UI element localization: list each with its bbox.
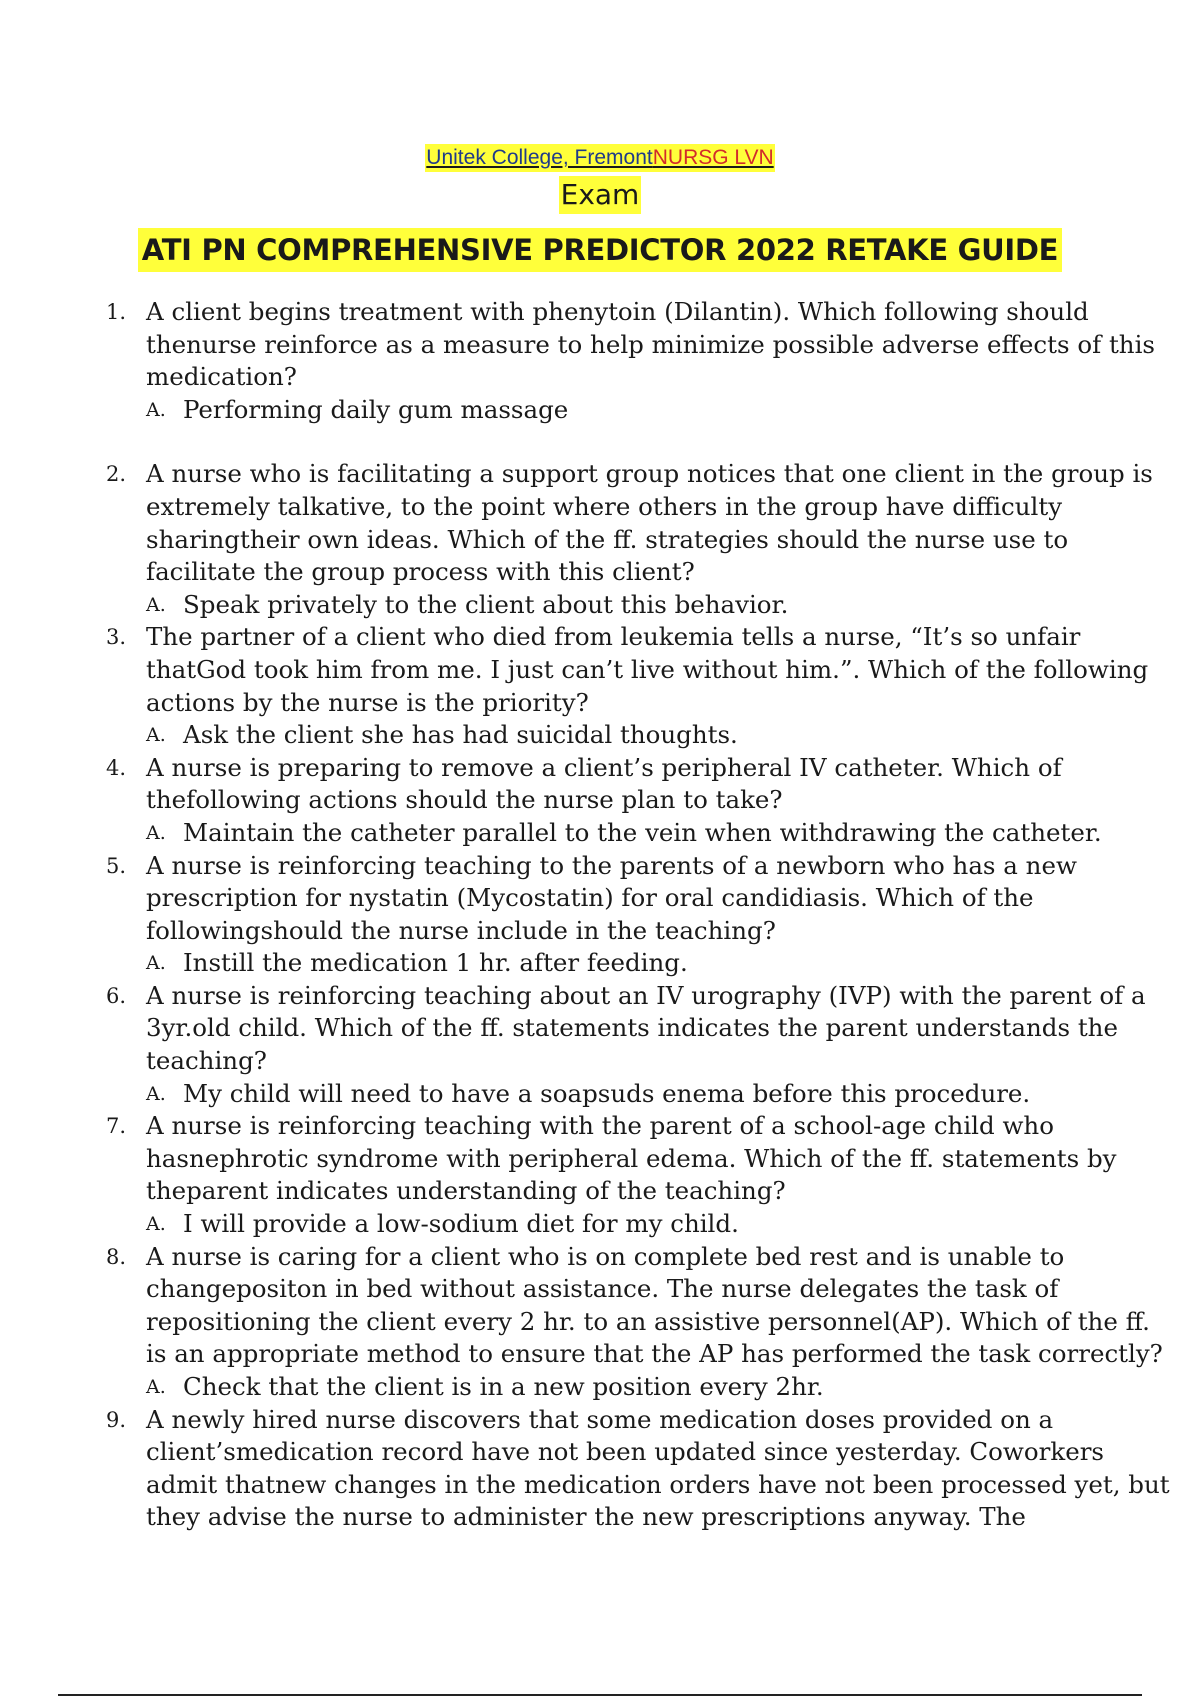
question-text: A nurse is reinforcing teaching with the parent of a school-age child who hasnephrotic syndrome with peripheral edema. Which of the ff. statements by theparent indicates understanding of the teaching? bbox=[146, 1111, 1117, 1206]
answer-letter: A. bbox=[146, 593, 166, 616]
question-text: A newly hired nurse discovers that some medication doses provided on a client’smedication record have not been updated since yesterday. Coworkers admit thatnew changes in the medication orders have not been processed yet, but they advise the nurse to administer the new prescriptions anyway. The bbox=[146, 1404, 1170, 1532]
answer-line bbox=[146, 1208, 1176, 1241]
document-header bbox=[0, 144, 1200, 272]
answer-line bbox=[146, 1371, 1176, 1404]
college-course-line bbox=[425, 144, 774, 172]
answer-line bbox=[146, 1078, 1176, 1111]
question-text: A nurse who is facilitating a support group notices that one client in the group is extremely talkative, to the point where others in the group have difficulty sharingtheir own ideas. Which of the ff. strategies should the nurse use to facilitate the group process with this client? bbox=[146, 459, 1153, 587]
question-item bbox=[106, 621, 1176, 751]
question-number: 6. bbox=[106, 983, 127, 1008]
answer-line bbox=[146, 947, 1176, 980]
answer-letter: A. bbox=[146, 1213, 166, 1236]
answer-letter: A. bbox=[146, 952, 166, 975]
question-text: A client begins treatment with phenytoin (Dilantin). Which following should thenurse reinforce as a measure to help minimize possible adverse effects of this medication? bbox=[146, 297, 1155, 392]
answer-letter: A. bbox=[146, 821, 166, 844]
answer-letter: A. bbox=[146, 1082, 166, 1105]
question-text: A nurse is reinforcing teaching to the parents of a newborn who has a new prescription for nystatin (Mycostatin) for oral candidiasis. Which of the followingshould the nurse include in the teaching? bbox=[146, 850, 1077, 945]
answer-line bbox=[146, 817, 1176, 850]
footer-divider bbox=[58, 1694, 1142, 1696]
question-item bbox=[106, 850, 1176, 980]
question-item bbox=[106, 980, 1176, 1110]
answer-text: Instill the medication 1 hr. after feeding. bbox=[183, 948, 688, 978]
page-title: ATI PN COMPREHENSIVE PREDICTOR 2022 RETAKE GUIDE bbox=[138, 228, 1062, 272]
question-text: A nurse is preparing to remove a client’s peripheral IV catheter. Which of thefollowing actions should the nurse plan to take? bbox=[146, 752, 1062, 815]
question-number: 4. bbox=[106, 755, 127, 780]
question-item bbox=[106, 296, 1176, 426]
answer-line bbox=[146, 589, 1176, 622]
question-text: A nurse is reinforcing teaching about an IV urography (IVP) with the parent of a 3yr.old child. Which of the ff. statements indicates the parent understands the teaching? bbox=[146, 980, 1146, 1076]
question-item bbox=[106, 1241, 1176, 1404]
question-list bbox=[106, 296, 1176, 1534]
answer-line bbox=[146, 394, 1176, 427]
question-number: 2. bbox=[106, 462, 127, 487]
question-item bbox=[106, 1110, 1176, 1240]
question-item bbox=[106, 458, 1176, 621]
question-number: 1. bbox=[106, 300, 127, 324]
answer-text: Performing daily gum massage bbox=[183, 394, 569, 424]
answer-text: Speak privately to the client about this behavior. bbox=[183, 589, 789, 619]
answer-letter: A. bbox=[146, 398, 166, 421]
course-code: NURSG LVN bbox=[652, 146, 774, 169]
question-number: 5. bbox=[106, 853, 127, 878]
answer-text: I will provide a low-sodium diet for my child. bbox=[183, 1209, 739, 1239]
college-name: Unitek College, Fremont bbox=[426, 146, 653, 169]
question-item bbox=[106, 752, 1176, 850]
answer-text: Maintain the catheter parallel to the vein when withdrawing the catheter. bbox=[183, 817, 1102, 847]
question-text: A nurse is caring for a client who is on complete bed rest and is unable to changepositon in bed without assistance. The nurse delegates the task of repositioning the client every 2 hr. to an assistive personnel(AP). Which of the ff. is an appropriate method to ensure that the AP has performed the task correctly? bbox=[146, 1241, 1163, 1369]
answer-text: Check that the client is in a new position every 2hr. bbox=[183, 1372, 824, 1401]
answer-letter: A. bbox=[146, 1376, 166, 1398]
question-number: 3. bbox=[106, 625, 127, 650]
question-number: 9. bbox=[106, 1407, 127, 1432]
question-text: The partner of a client who died from leukemia tells a nurse, “It’s so unfair thatGod took him from me. I just can’t live without him.”. Which of the following actions by the nurse is the priority? bbox=[146, 622, 1149, 717]
exam-label: Exam bbox=[559, 176, 642, 214]
question-number: 8. bbox=[106, 1244, 127, 1269]
question-item bbox=[106, 1404, 1176, 1534]
answer-line bbox=[146, 719, 1176, 752]
answer-text: My child will need to have a soapsuds enema before this procedure. bbox=[183, 1078, 1031, 1108]
answer-text: Ask the client she has had suicidal thoughts. bbox=[183, 720, 738, 750]
answer-letter: A. bbox=[146, 724, 166, 747]
question-number: 7. bbox=[106, 1114, 127, 1139]
